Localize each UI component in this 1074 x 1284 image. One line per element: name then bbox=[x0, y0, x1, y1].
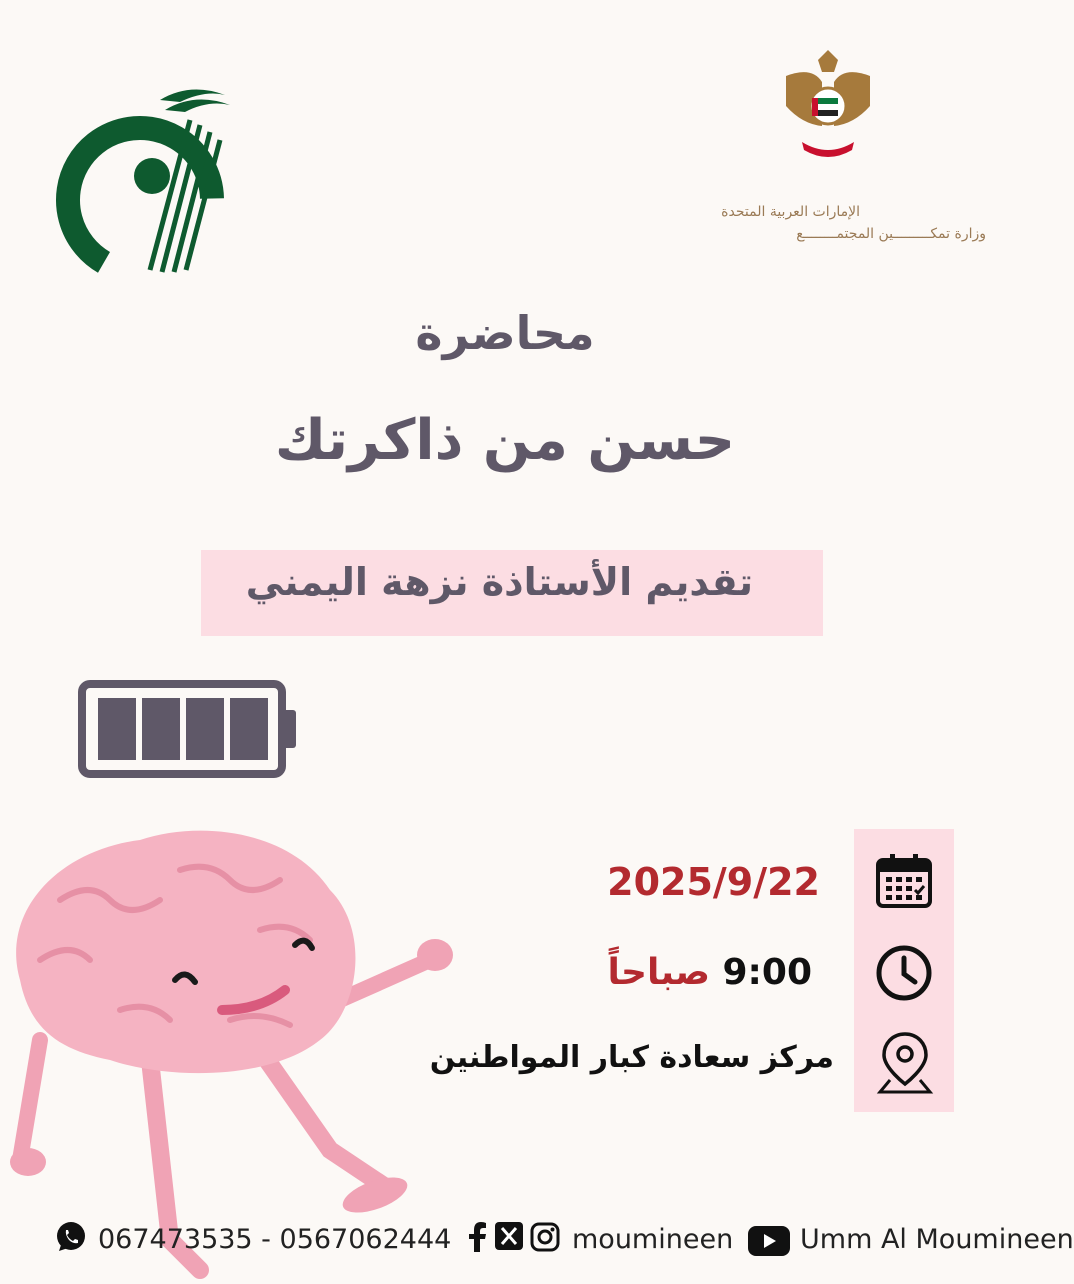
event-time-period: صباحاً bbox=[607, 952, 710, 993]
calendar-icon bbox=[875, 852, 933, 910]
event-time: 9:00 bbox=[722, 952, 812, 993]
battery-full-icon bbox=[78, 680, 300, 778]
event-date: 2025/9/22 bbox=[607, 860, 820, 904]
association-logo bbox=[40, 80, 260, 300]
event-title: حسن من ذاكرتك bbox=[274, 408, 736, 473]
map-pin-icon bbox=[876, 1030, 934, 1096]
youtube-icon bbox=[748, 1226, 790, 1256]
x-icon bbox=[495, 1222, 523, 1250]
clock-icon bbox=[875, 944, 933, 1002]
event-heading: محاضرة bbox=[415, 306, 595, 360]
brain-mascot-illustration bbox=[0, 810, 470, 1280]
whatsapp-icon bbox=[54, 1220, 88, 1254]
youtube-channel-name: Umm Al Moumineen bbox=[800, 1224, 1074, 1255]
event-location: مركز سعادة كبار المواطنين bbox=[429, 1040, 834, 1075]
uae-emblem bbox=[782, 46, 874, 164]
ministry-country-name: الإمارات العربية المتحدة bbox=[721, 204, 860, 220]
instagram-icon bbox=[530, 1222, 560, 1252]
presenter-name: تقديم الأستاذة نزهة اليمني bbox=[245, 560, 753, 604]
facebook-icon bbox=[466, 1222, 488, 1252]
social-handle: moumineen bbox=[572, 1224, 734, 1255]
ministry-name: وزارة تمكـــــــــين المجتمــــــــع bbox=[796, 226, 986, 242]
contact-phone-numbers: 067473535 - 0567062444 bbox=[98, 1224, 452, 1255]
